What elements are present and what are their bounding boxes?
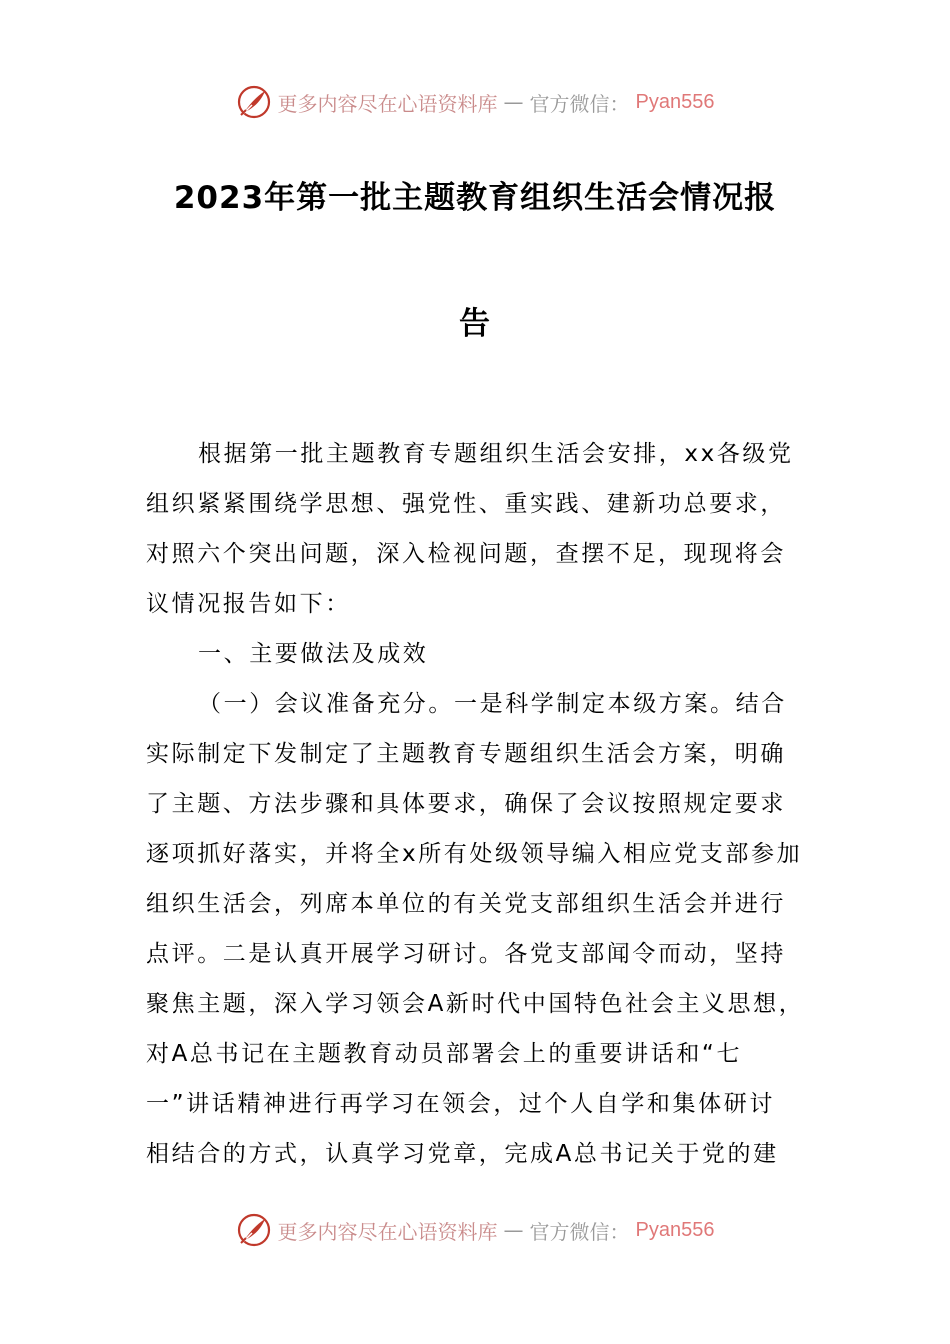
body-line-11: 点评。二是认真开展学习研讨。各党支部闻令而动，坚持 <box>146 941 786 967</box>
body-line-14: 一”讲话精神进行再学习在领会，过个人自学和集体研讨 <box>146 1091 775 1117</box>
body-line-3: 对照六个突出问题，深入检视问题，查摆不足，现现将会 <box>146 541 786 567</box>
banner-brand-text: 更多内容尽在心语资料库 <box>277 91 498 116</box>
document-title-line-2: 告 <box>459 306 491 342</box>
section-heading: 一、主要做法及成效 <box>198 641 429 667</box>
body-line-8: 了主题、方法步骤和具体要求，确保了会议按照规定要求 <box>146 791 786 817</box>
feather-pen-logo-icon <box>236 1212 272 1248</box>
banner-official-label: 官方微信： <box>529 1219 630 1244</box>
feather-pen-logo-icon <box>236 84 272 120</box>
body-line-12: 聚焦主题，深入学习领会A新时代中国特色社会主义思想， <box>146 991 805 1017</box>
banner-account-id: Pyan556 <box>635 1218 715 1241</box>
body-line-2: 组织紧紧围绕学思想、强党性、重实践、建新功总要求， <box>146 491 786 517</box>
body-line-13: 对A总书记在主题教育动员部署会上的重要讲话和“七 <box>146 1041 743 1067</box>
body-line-6: （一）会议准备充分。一是科学制定本级方案。结合 <box>198 691 787 717</box>
header-watermark-banner <box>0 82 950 122</box>
banner-account-id: Pyan556 <box>635 90 715 113</box>
footer-watermark-banner <box>0 1210 950 1250</box>
body-line-15: 相结合的方式，认真学习党章，完成A总书记关于党的建 <box>146 1141 779 1167</box>
banner-official-label: 官方微信： <box>529 91 630 116</box>
document-title-line-1: 2023年第一批主题教育组织生活会情况报 <box>173 180 777 216</box>
body-line-4: 议情况报告如下： <box>146 591 351 617</box>
body-line-7: 实际制定下发制定了主题教育专题组织生活会方案，明确 <box>146 741 786 767</box>
banner-separator: — <box>503 1218 524 1242</box>
body-line-1: 根据第一批主题教育专题组织生活会安排，xx各级党 <box>198 441 794 467</box>
banner-separator: — <box>503 90 524 114</box>
body-line-9: 逐项抓好落实，并将全x所有处级领导编入相应党支部参加 <box>146 841 803 867</box>
body-line-10: 组织生活会，列席本单位的有关党支部组织生活会并进行 <box>146 891 786 917</box>
banner-brand-text: 更多内容尽在心语资料库 <box>277 1219 498 1244</box>
